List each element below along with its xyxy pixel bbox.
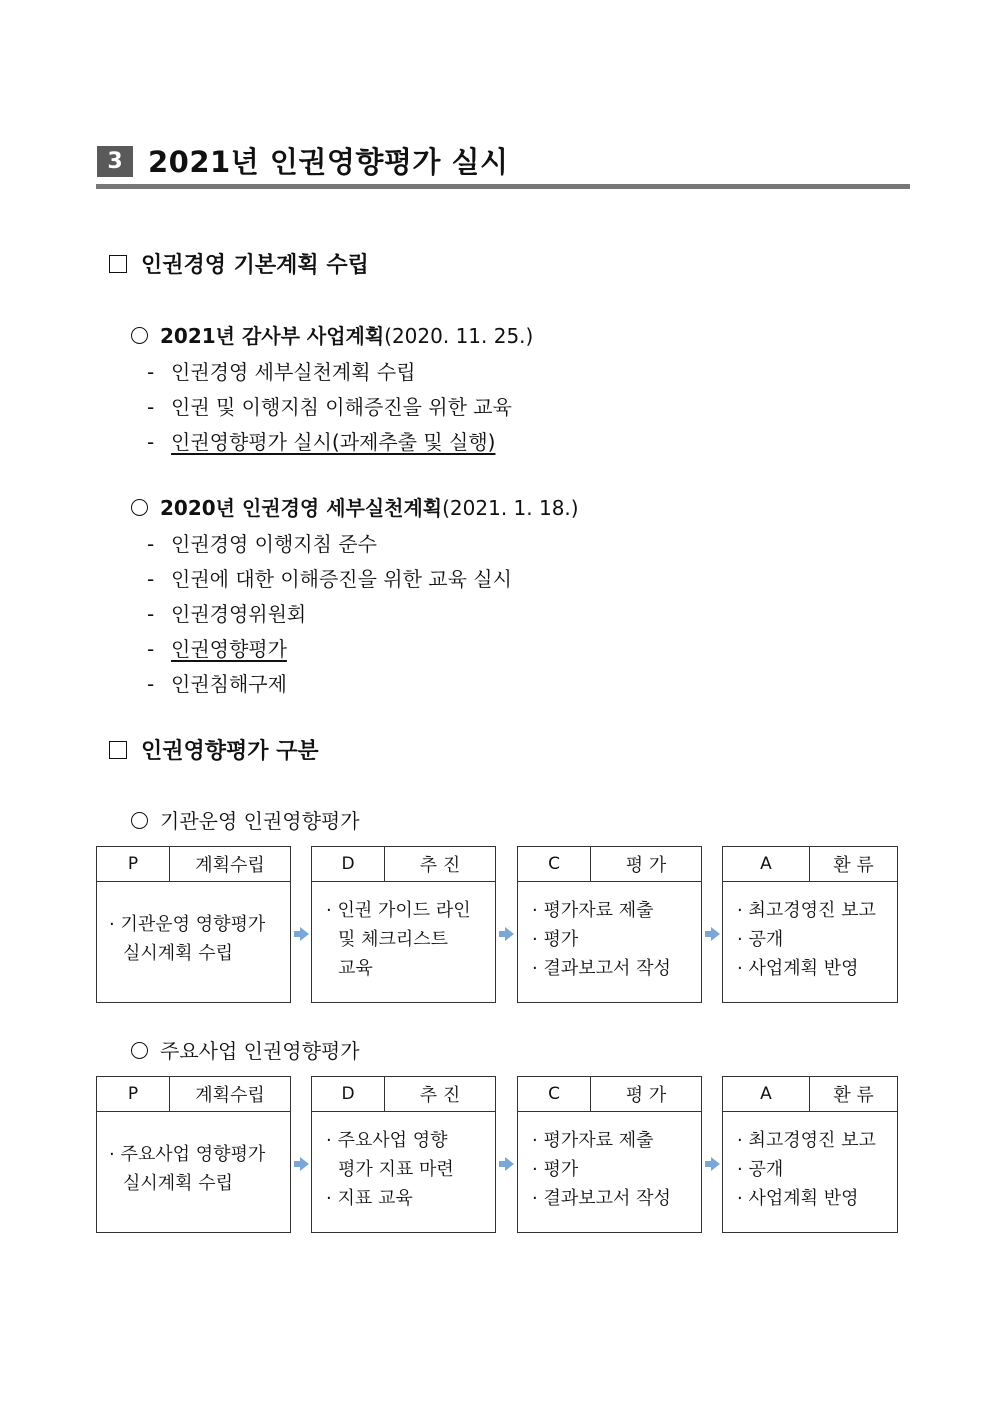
process-box-plan: P 계획수립 · 기관운영 영향평가 실시계획 수립: [96, 846, 291, 1003]
section-number: 3: [97, 146, 133, 177]
list-item: - 인권에 대한 이해증진을 위한 교육 실시: [147, 567, 512, 591]
list-item: - 인권경영 세부실천계획 수립: [147, 360, 416, 384]
group-title-bold: 2021년 감사부 사업계획: [160, 324, 385, 348]
arrow-icon: [294, 1157, 309, 1171]
process-box-act: A 환 류 · 최고경영진 보고 · 공개 · 사업계획 반영: [722, 1076, 898, 1233]
process-box-check: C 평 가 · 평가자료 제출 · 평가 · 결과보고서 작성: [517, 846, 702, 1003]
circle-bullet-icon: [131, 1042, 148, 1059]
circle-bullet-icon: [131, 499, 148, 516]
plan-group-1-title: [131, 320, 533, 349]
circle-bullet-icon: [131, 327, 148, 344]
arrow-icon: [499, 927, 514, 941]
list-item: - 인권영향평가: [147, 637, 287, 661]
row-2-title: 주요사업 인권영향평가: [131, 1035, 360, 1064]
process-box-plan: P 계획수립 · 주요사업 영향평가 실시계획 수립: [96, 1076, 291, 1233]
section-title: 2021년 인권영향평가 실시: [148, 145, 509, 179]
group-title-date: (2020. 11. 25.): [384, 324, 534, 348]
arrow-icon: [499, 1157, 514, 1171]
row-1-title: 기관운영 인권영향평가: [131, 805, 360, 834]
group-title-bold: 2020년 인권경영 세부실천계획: [160, 496, 443, 520]
arrow-icon: [705, 927, 720, 941]
list-item: - 인권 및 이행지침 이해증진을 위한 교육: [147, 395, 512, 419]
section-rule: [96, 184, 910, 189]
process-box-do: D 추 진 · 주요사업 영향 평가 지표 마련 · 지표 교육: [311, 1076, 496, 1233]
plan-heading-text: 인권경영 기본계획 수립: [141, 253, 369, 278]
process-box-do: D 추 진 · 인권 가이드 라인 및 체크리스트 교육: [311, 846, 496, 1003]
plan-group-2-title: [131, 492, 579, 521]
division-heading-text: 인권영향평가 구분: [141, 739, 319, 764]
list-item: - 인권침해구제: [147, 672, 287, 696]
arrow-icon: [294, 927, 309, 941]
process-box-check: C 평 가 · 평가자료 제출 · 평가 · 결과보고서 작성: [517, 1076, 702, 1233]
list-item: - 인권경영위원회: [147, 602, 307, 626]
square-bullet-icon: [109, 255, 127, 273]
plan-heading: [109, 248, 369, 279]
division-heading: [109, 734, 319, 765]
group-title-date: (2021. 1. 18.): [442, 496, 579, 520]
arrow-icon: [705, 1157, 720, 1171]
list-item: - 인권경영 이행지침 준수: [147, 532, 377, 556]
list-item: - 인권영향평가 실시(과제추출 및 실행): [147, 430, 496, 454]
process-box-act: A 환 류 · 최고경영진 보고 · 공개 · 사업계획 반영: [722, 846, 898, 1003]
circle-bullet-icon: [131, 812, 148, 829]
square-bullet-icon: [109, 741, 127, 759]
